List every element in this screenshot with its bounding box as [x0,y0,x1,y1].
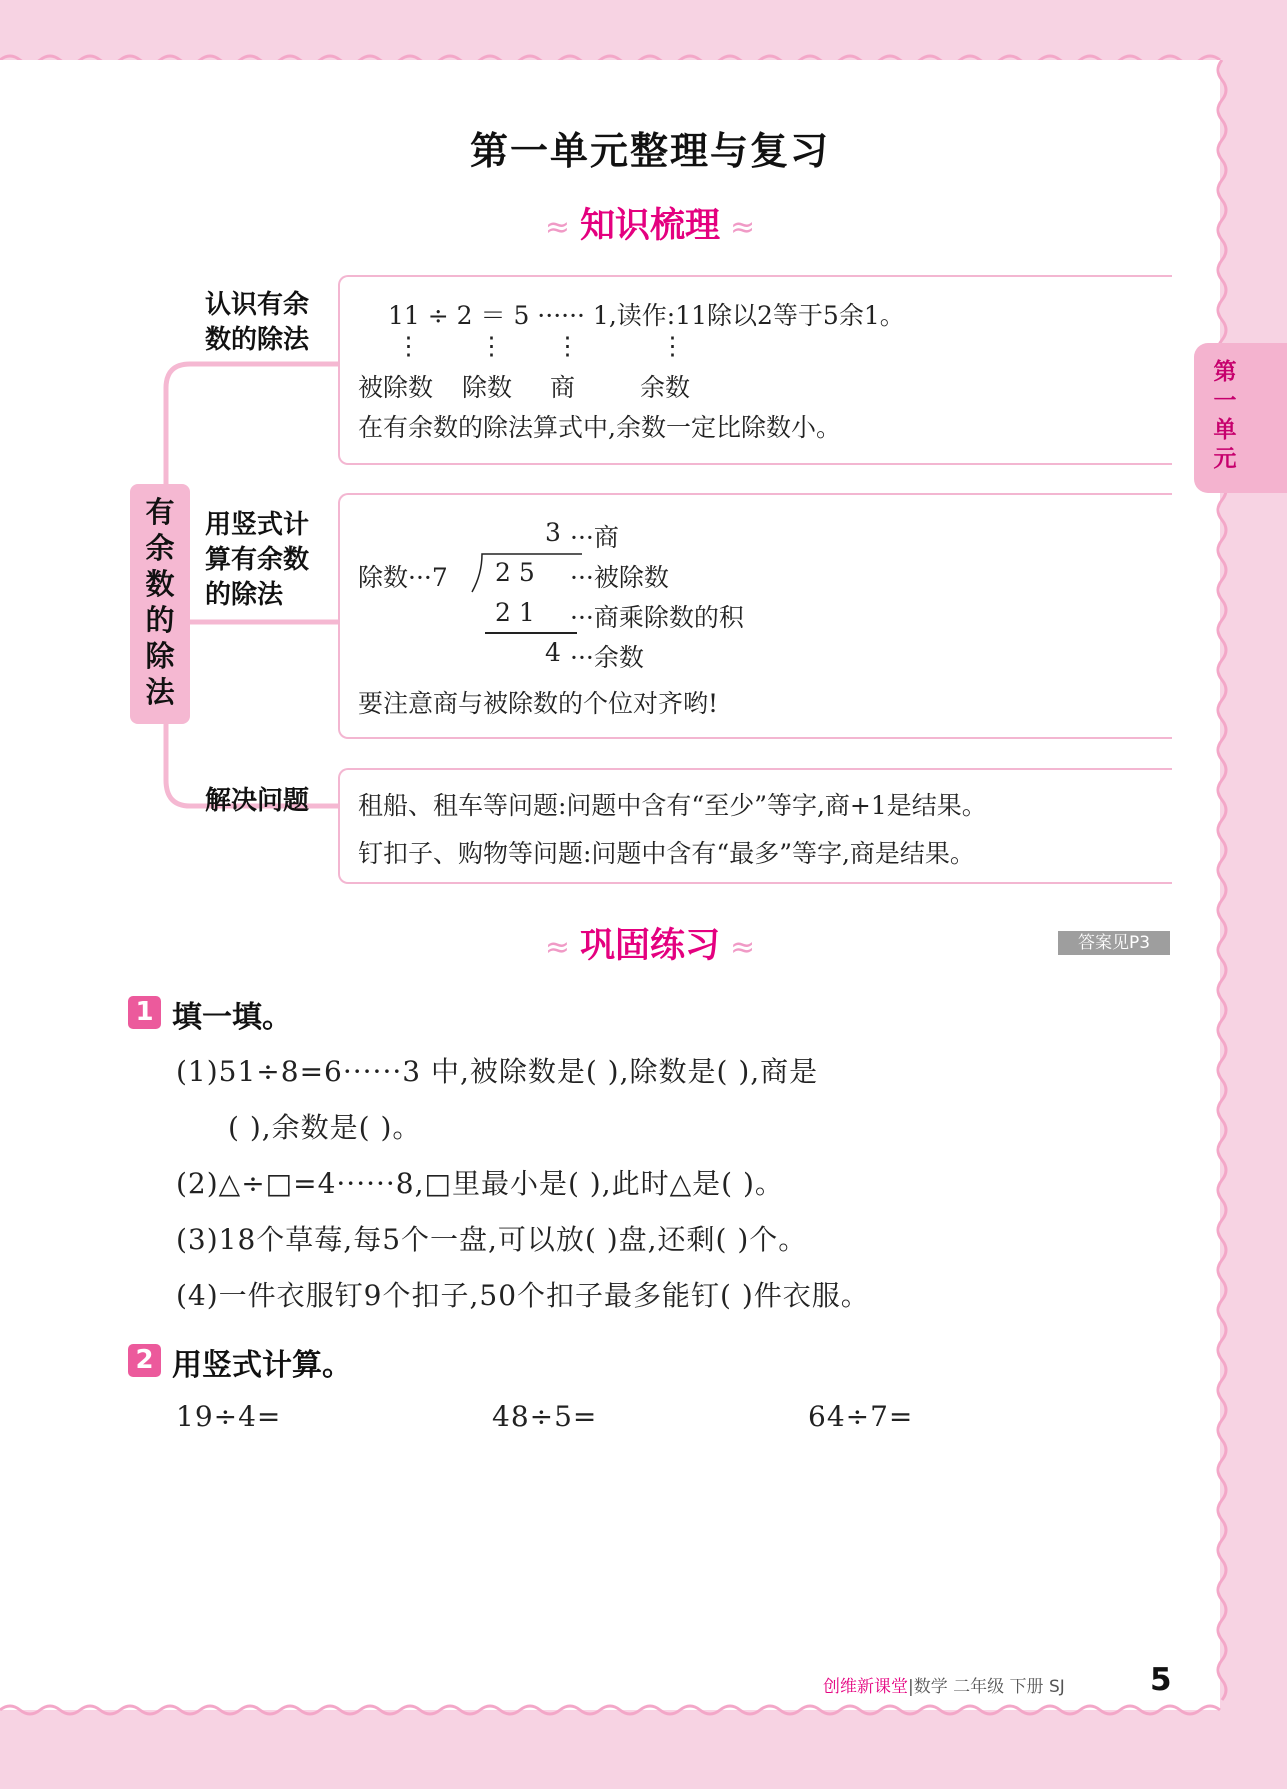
footer-text [823,1672,1065,1697]
question-line[interactable]: (3)18个草莓,每5个一盘,可以放( )盘,还剩( )个。 [176,1223,808,1256]
long-division-quotient: 3 [545,518,561,547]
section-heading-knowledge [0,198,1287,248]
solve-rule-at-most: 钉扣子、购物等问题:问题中含有“最多”等字,商是结果。 [358,839,975,868]
question-title: 用竖式计算。 [172,1348,352,1383]
page-number: 5 [1150,1662,1172,1698]
long-division-product: 2 1 [495,598,535,627]
question-line[interactable]: ( ),余数是( )。 [228,1111,422,1144]
term-remainder: 余数 [640,373,691,402]
unit-side-tab-label: 第一单元 [1213,359,1237,472]
long-division-product-label: ···商乘除数的积 [570,603,744,632]
term-dividend: 被除数 [358,373,434,402]
branch-label-line: 认识有余 [205,290,310,320]
question-line[interactable]: (4)一件衣服钉9个扣子,50个扣子最多能钉( )件衣服。 [176,1279,870,1312]
wave-icon: ≈ [730,930,756,965]
footer-course: |数学 二年级 下册 SJ [908,1677,1065,1697]
dot-leader: ⋮ [479,331,504,360]
branch-label-line: 数的除法 [205,325,310,355]
branch-label-line: 算有余数 [205,545,310,575]
section-label: 巩固练习 [579,926,720,966]
long-division-quotient-label: ···商 [570,523,619,552]
page-title: 第一单元整理与复习 [469,129,830,173]
dot-leader: ⋮ [396,331,421,360]
unit-side-tab[interactable] [1194,343,1287,493]
term-quotient: 商 [550,373,576,402]
branch-label-line: 用竖式计 [205,510,310,540]
wave-icon: ≈ [544,930,570,965]
dot-leader: ⋮ [555,331,580,360]
question-line[interactable]: (2)△÷□=4······8,□里最小是( ),此时△是( )。 [176,1167,784,1200]
mindmap-root-label: 有余数的除法 [145,495,175,709]
question-title: 填一填。 [172,1000,292,1035]
section-label: 知识梳理 [579,206,720,246]
question-number-badge: 2 [128,1344,161,1377]
alignment-note: 要注意商与被除数的个位对齐哟! [358,689,719,718]
dot-leader: ⋮ [660,331,685,360]
calc-item[interactable]: 19÷4= [176,1400,282,1433]
footer-brand: 创维新课堂 [823,1677,908,1697]
wave-icon: ≈ [730,210,756,245]
solve-rule-at-least: 租船、租车等问题:问题中含有“至少”等字,商+1是结果。 [358,791,987,820]
long-division-rule [485,632,577,634]
branch-label-vertical [205,508,309,613]
division-equation: 11 ÷ 2 ＝ 5 ······ 1,读作:11除以2等于5余1。 [388,301,905,330]
long-division-dividend: 2 5 [495,558,535,587]
question-line[interactable]: (1)51÷8=6······3 中,被除数是( ),除数是( ),商是 [176,1055,819,1088]
decorative-wave-bottom [0,1702,1287,1718]
long-division-remainder-label: ···余数 [570,643,644,672]
wave-icon: ≈ [544,210,570,245]
calc-item[interactable]: 48÷5= [492,1400,598,1433]
answer-reference-badge[interactable]: 答案见P3 [1058,931,1170,955]
question-number-badge: 1 [128,996,161,1029]
branch-label-line: 的除法 [205,580,284,610]
long-division-remainder: 4 [545,638,561,667]
rule-note: 在有余数的除法算式中,余数一定比除数小。 [358,413,841,442]
long-division-dividend-label: ···被除数 [570,563,669,592]
branch-label-solve: 解决问题 [205,786,310,816]
branch-label-recognize [205,288,309,358]
long-division-divisor-label: 除数···7 [358,563,448,592]
term-divisor: 除数 [462,373,513,402]
calc-item[interactable]: 64÷7= [808,1400,914,1433]
decorative-wave-right [1214,60,1230,1710]
